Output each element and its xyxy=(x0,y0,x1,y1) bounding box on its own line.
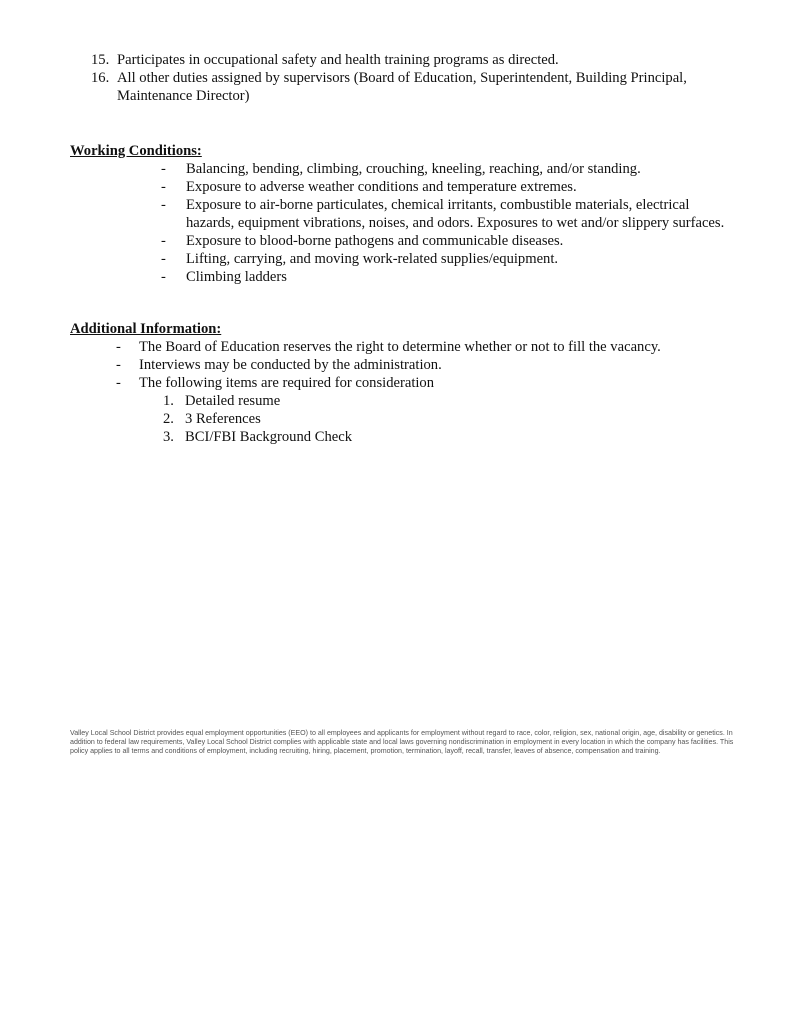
list-item xyxy=(116,356,739,374)
required-item-text: BCI/FBI Background Check xyxy=(185,429,353,445)
dash-bullet: - xyxy=(161,251,166,267)
required-item-number: 1. xyxy=(163,393,174,409)
list-item xyxy=(91,51,751,69)
list-item xyxy=(91,69,751,105)
list-item xyxy=(161,232,731,250)
dash-bullet: - xyxy=(161,269,166,285)
dash-bullet: - xyxy=(161,197,166,213)
condition-text: Exposure to air-borne particulates, chemical irritants, combustible materials, electrical hazards, equipment vibrations, noises, and odors. Exposures to wet and/or slippery surfaces. xyxy=(186,197,725,231)
list-item xyxy=(116,374,739,392)
required-item-text: Detailed resume xyxy=(185,393,281,409)
condition-text: Exposure to blood-borne pathogens and communicable diseases. xyxy=(186,233,564,249)
list-item xyxy=(161,178,731,196)
eeo-statement: Valley Local School District provides equal employment opportunities (EEO) to all employees and applicants for employment without regard to race, color, religion, sex, national origin, age, disability or genetics. In addition to federal law requirements, Valley Local School District complies with applicable state and local laws governing nondiscrimination in employment in every location in which the company has facilities. This policy applies to all terms and conditions of employment, including recruiting, hiring, placement, promotion, termination, layoff, recall, transfer, leaves of absence, compensation and training. xyxy=(70,729,734,755)
required-item-number: 3. xyxy=(163,429,174,445)
info-text: The Board of Education reserves the right to determine whether or not to fill the vacancy. xyxy=(139,339,661,355)
list-item xyxy=(163,428,352,446)
required-item-number: 2. xyxy=(163,411,174,427)
info-text: The following items are required for consideration xyxy=(139,375,435,391)
required-item-text: 3 References xyxy=(185,411,261,427)
working-conditions-heading: Working Conditions: xyxy=(70,143,202,159)
duty-number: 15. xyxy=(91,52,110,68)
additional-information-heading: Additional Information: xyxy=(70,321,222,337)
condition-text: Exposure to adverse weather conditions and temperature extremes. xyxy=(186,179,577,195)
dash-bullet: - xyxy=(116,357,121,373)
condition-text: Climbing ladders xyxy=(186,269,287,285)
condition-text: Lifting, carrying, and moving work-related supplies/equipment. xyxy=(186,251,559,267)
additional-information-list xyxy=(116,338,739,392)
duty-text: Participates in occupational safety and health training programs as directed. xyxy=(117,52,559,68)
duties-list xyxy=(91,51,751,105)
dash-bullet: - xyxy=(116,375,121,391)
required-items-list xyxy=(163,392,352,446)
duty-number: 16. xyxy=(91,70,110,86)
duty-text: All other duties assigned by supervisors (Board of Education, Superintendent, Building Principal, Maintenance Director) xyxy=(117,70,687,104)
condition-text: Balancing, bending, climbing, crouching, kneeling, reaching, and/or standing. xyxy=(186,161,641,177)
list-item xyxy=(161,250,731,268)
dash-bullet: - xyxy=(116,339,121,355)
list-item xyxy=(161,160,731,178)
list-item xyxy=(163,410,352,428)
list-item xyxy=(163,392,352,410)
list-item xyxy=(161,268,731,286)
dash-bullet: - xyxy=(161,161,166,177)
working-conditions-list xyxy=(161,160,731,286)
dash-bullet: - xyxy=(161,233,166,249)
list-item xyxy=(116,338,739,356)
dash-bullet: - xyxy=(161,179,166,195)
info-text: Interviews may be conducted by the administration. xyxy=(139,357,442,373)
list-item xyxy=(161,196,731,232)
